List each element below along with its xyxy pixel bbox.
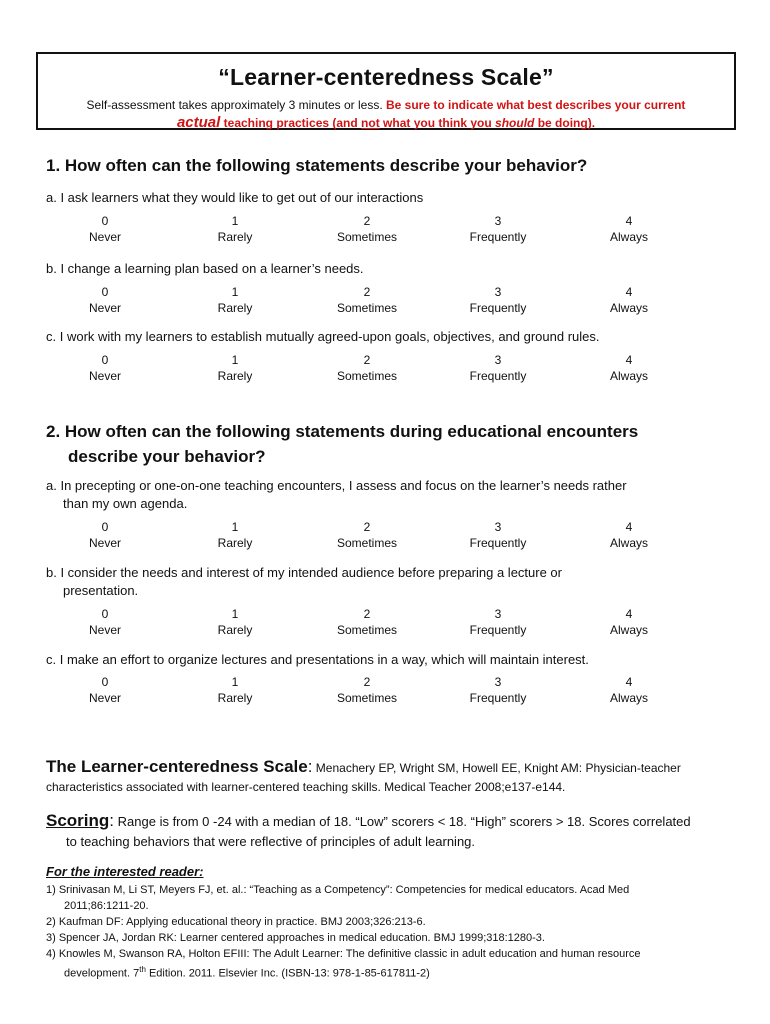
- section2-heading-line2: describe your behavior?: [68, 447, 266, 466]
- scoring-text-1: Range is from 0 -24 with a median of 18. “Low” scorers < 18. “High” scorers > 18. Scores correlated: [114, 814, 691, 829]
- scale-label: Frequently: [469, 623, 527, 637]
- scale-value: 0: [101, 285, 109, 299]
- intro-red-4: be doing).: [534, 116, 596, 130]
- intro-red-2: teaching practices (and: [220, 116, 362, 130]
- citation-line-1: [46, 757, 681, 777]
- scale-value: 1: [231, 285, 239, 299]
- not-word: not: [361, 116, 380, 130]
- scale-option: [443, 352, 553, 384]
- scale-option: [180, 352, 290, 384]
- scale-option: [443, 519, 553, 551]
- intro-plain: Self-assessment takes approximately 3 minutes or less.: [86, 98, 383, 112]
- scale-option: [50, 213, 160, 245]
- scale-label: Rarely: [217, 691, 253, 705]
- s2-item-b-line1: b. I consider the needs and interest of my intended audience before preparing a lecture or: [46, 565, 562, 580]
- intro-line-2: [48, 114, 724, 131]
- s1-item-b: b. I change a learning plan based on a learner’s needs.: [46, 261, 364, 276]
- section1-heading: 1. How often can the following statements describe your behavior?: [46, 156, 588, 175]
- scale-label: Frequently: [469, 536, 527, 550]
- scoring-text-2: to teaching behaviors that were reflective of principles of adult learning.: [66, 834, 476, 849]
- scale-value: 0: [101, 214, 109, 228]
- scale-label: Never: [88, 623, 121, 637]
- scale-label: Frequently: [469, 369, 527, 383]
- scale-value: 4: [625, 675, 633, 689]
- scale-value: 2: [363, 607, 371, 621]
- scale-option: [50, 674, 160, 706]
- scale-value: 4: [625, 353, 633, 367]
- scale-label: Always: [609, 536, 648, 550]
- scale-option: [574, 284, 684, 316]
- scale-value: 1: [231, 675, 239, 689]
- scale-value: 2: [363, 285, 371, 299]
- scale-value: 3: [494, 214, 502, 228]
- citation-text-2: characteristics associated with learner-centered teaching skills. Medical Teacher 2008;e137-e144.: [46, 780, 566, 794]
- scale-label: Rarely: [217, 536, 253, 550]
- scale-label: Rarely: [217, 230, 253, 244]
- scale-option: [312, 213, 422, 245]
- ref4-pre: development. 7: [64, 967, 140, 980]
- scale-value: 1: [231, 214, 239, 228]
- s1-a-scale: [40, 213, 690, 243]
- should-word: should: [495, 116, 535, 130]
- scale-value: 2: [363, 520, 371, 534]
- s2-b-scale: [40, 606, 690, 636]
- scale-option: [574, 606, 684, 638]
- scale-label: Rarely: [217, 623, 253, 637]
- scale-label: Always: [609, 369, 648, 383]
- scale-value: 3: [494, 353, 502, 367]
- scale-label: Always: [609, 230, 648, 244]
- scale-option: [180, 519, 290, 551]
- scale-option: [443, 213, 553, 245]
- s2-item-c-line1: c. I make an effort to organize lectures and presentations in a way, which will maintain interest.: [46, 652, 589, 667]
- intro-red-1: Be sure to indicate what best describes your current: [382, 98, 686, 112]
- scale-value: 3: [494, 607, 502, 621]
- scale-label: Never: [88, 691, 121, 705]
- scale-value: 4: [625, 607, 633, 621]
- scale-option: [180, 284, 290, 316]
- intro-red-3: what you think you: [379, 116, 496, 130]
- reference-4-line2: [64, 962, 430, 982]
- ref4-sup: th: [139, 965, 146, 974]
- scale-value: 4: [625, 285, 633, 299]
- scale-label: Rarely: [217, 369, 253, 383]
- scale-option: [443, 284, 553, 316]
- scale-option: [50, 519, 160, 551]
- reference-3: 3) Spencer JA, Jordan RK: Learner centered approaches in medical education. BMJ 1999;318:1280-3.: [46, 932, 545, 944]
- scale-option: [312, 284, 422, 316]
- citation-heading: The Learner-centeredness Scale: [46, 757, 308, 776]
- s1-item-c: c. I work with my learners to establish mutually agreed-upon goals, objectives, and ground rules.: [46, 329, 600, 344]
- scale-value: 2: [363, 353, 371, 367]
- ref4-post: Edition. 2011. Elsevier Inc. (ISBN-13: 978-1-85-617811-2): [145, 967, 430, 980]
- scale-option: [50, 606, 160, 638]
- scale-label: Frequently: [469, 691, 527, 705]
- scale-label: Sometimes: [336, 623, 398, 637]
- scale-label: Sometimes: [336, 369, 398, 383]
- scale-label: Always: [609, 301, 648, 315]
- scale-value: 3: [494, 285, 502, 299]
- scale-label: Sometimes: [336, 301, 398, 315]
- scale-label: Sometimes: [336, 691, 398, 705]
- scale-option: [443, 674, 553, 706]
- scale-value: 1: [231, 353, 239, 367]
- page-title: “Learner-centeredness Scale”: [218, 64, 554, 90]
- scale-label: Frequently: [469, 230, 527, 244]
- s1-item-a: a. I ask learners what they would like to get out of our interactions: [46, 190, 424, 205]
- scale-value: 0: [101, 607, 109, 621]
- references-heading: For the interested reader:: [46, 864, 204, 879]
- scale-label: Always: [609, 623, 648, 637]
- title-box: [36, 52, 736, 130]
- s2-item-a-line1: a. In precepting or one-on-one teaching encounters, I assess and focus on the learner’s needs rather: [46, 478, 627, 493]
- scale-value: 4: [625, 214, 633, 228]
- scale-option: [50, 352, 160, 384]
- scale-label: Never: [88, 230, 121, 244]
- scale-value: 1: [231, 607, 239, 621]
- scale-option: [180, 213, 290, 245]
- s2-c-scale: [40, 674, 690, 704]
- scale-option: [312, 674, 422, 706]
- scale-value: 1: [231, 520, 239, 534]
- actual-word: actual: [176, 114, 221, 131]
- s1-c-scale: [40, 352, 690, 382]
- scale-value: 3: [494, 675, 502, 689]
- scale-option: [443, 606, 553, 638]
- scale-label: Never: [88, 369, 121, 383]
- scale-label: Sometimes: [336, 536, 398, 550]
- scale-option: [574, 519, 684, 551]
- reference-1-line2: 2011;86:1211-20.: [64, 900, 149, 912]
- scale-label: Never: [88, 536, 121, 550]
- scale-label: Frequently: [469, 301, 527, 315]
- scale-label: Never: [88, 301, 121, 315]
- scale-value: 3: [494, 520, 502, 534]
- s2-a-scale: [40, 519, 690, 549]
- scale-option: [312, 606, 422, 638]
- scoring-line-1: [46, 811, 691, 831]
- scale-option: [574, 213, 684, 245]
- scale-option: [50, 284, 160, 316]
- scoring-heading: Scoring: [46, 811, 110, 830]
- scale-value: 2: [363, 675, 371, 689]
- scale-option: [180, 606, 290, 638]
- scale-label: Sometimes: [336, 230, 398, 244]
- scale-value: 0: [101, 353, 109, 367]
- scale-label: Always: [609, 691, 648, 705]
- citation-colon: :: [307, 757, 313, 776]
- reference-2: 2) Kaufman DF: Applying educational theory in practice. BMJ 2003;326:213-6.: [46, 916, 426, 928]
- scale-label: Rarely: [217, 301, 253, 315]
- s2-item-b-line2: presentation.: [63, 583, 139, 598]
- scale-option: [312, 519, 422, 551]
- scale-value: 0: [101, 520, 109, 534]
- scale-value: 4: [625, 520, 633, 534]
- scale-option: [574, 674, 684, 706]
- reference-1-line1: 1) Srinivasan M, Li ST, Meyers FJ, et. al.: “Teaching as a Competency”: Competencies for medical educators. Acad Med: [46, 884, 630, 896]
- section2-heading-line1: 2. How often can the following statements during educational encounters: [46, 422, 639, 441]
- scale-option: [180, 674, 290, 706]
- intro-line-1: [48, 98, 724, 112]
- citation-text-1: Menachery EP, Wright SM, Howell EE, Knight AM: Physician-teacher: [312, 761, 681, 775]
- scale-value: 2: [363, 214, 371, 228]
- s1-b-scale: [40, 284, 690, 314]
- scale-option: [312, 352, 422, 384]
- scoring-colon: :: [109, 811, 115, 830]
- scale-option: [574, 352, 684, 384]
- scale-value: 0: [101, 675, 109, 689]
- reference-4-line1: 4) Knowles M, Swanson RA, Holton EFIII: The Adult Learner: The definitive classic in adult education and human resource: [46, 948, 641, 960]
- s2-item-a-line2: than my own agenda.: [63, 496, 188, 511]
